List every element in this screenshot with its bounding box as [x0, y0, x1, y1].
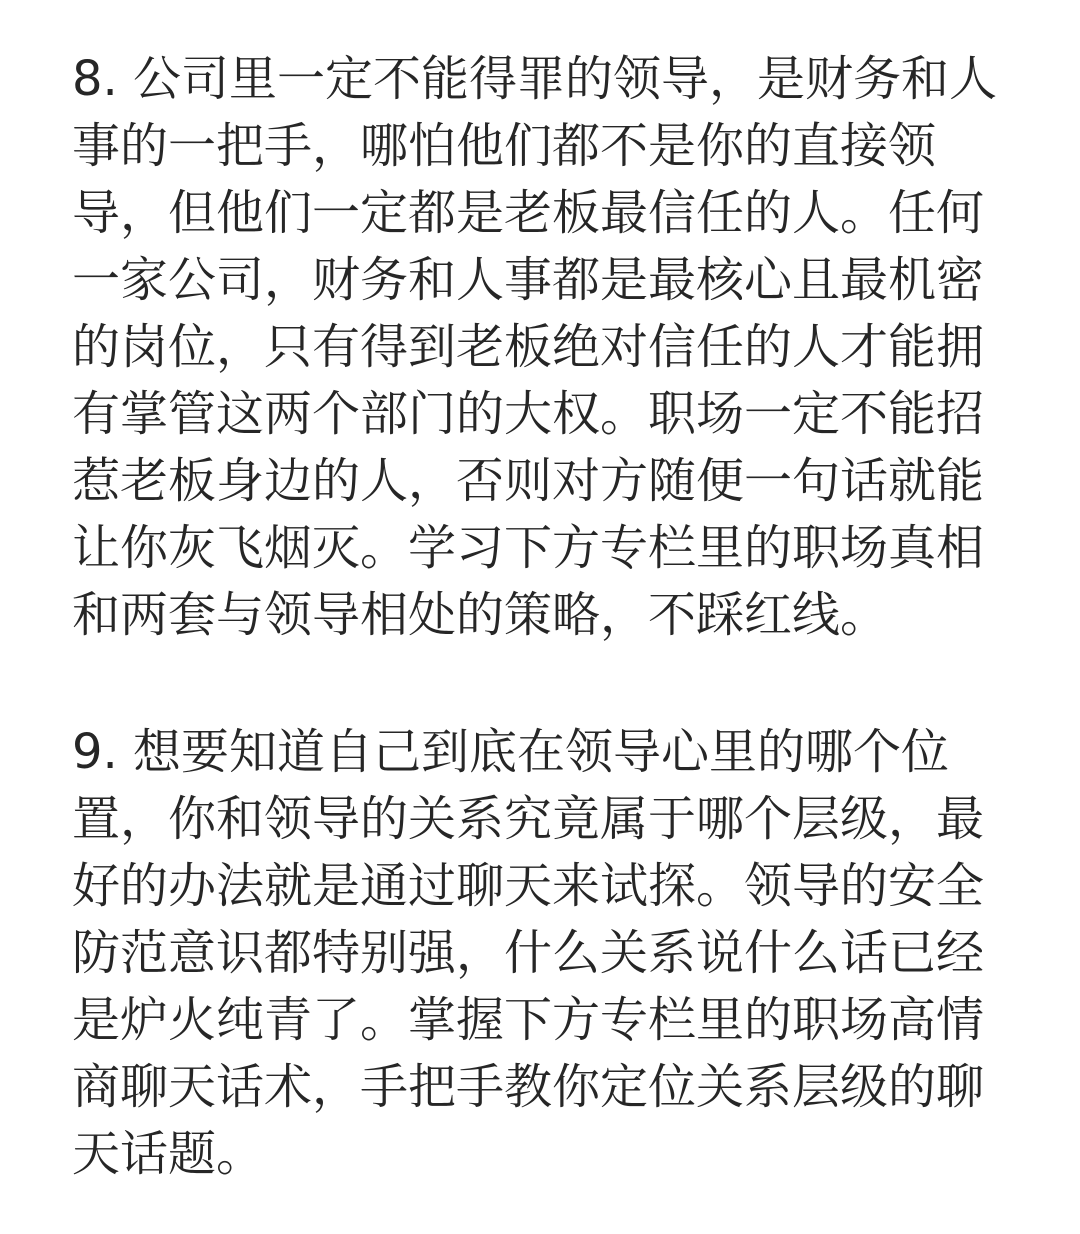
text-line: 好的办法就是通过聊天来试探。领导的安全 — [72, 858, 985, 914]
text-line: 让你灰飞烟灭。学习下方专栏里的职场真相 — [72, 520, 985, 576]
text-line: 惹老板身边的人，否则对方随便一句话就能 — [72, 453, 985, 509]
text-line: 导，但他们一定都是老板最信任的人。任何 — [72, 185, 985, 241]
paragraph-8 — [72, 46, 1008, 649]
document-body — [72, 46, 1008, 1188]
text-line: 是炉火纯青了。掌握下方专栏里的职场高情 — [72, 992, 985, 1048]
text-line: 的岗位，只有得到老板绝对信任的人才能拥 — [72, 319, 985, 375]
text-line: 有掌管这两个部门的大权。职场一定不能招 — [72, 386, 985, 442]
text-line: 8. 公司里一定不能得罪的领导，是财务和人 — [72, 51, 998, 107]
text-line: 和两套与领导相处的策略，不踩红线。 — [72, 587, 889, 643]
text-line: 置，你和领导的关系究竟属于哪个层级，最 — [72, 791, 985, 847]
text-line: 防范意识都特别强，什么关系说什么话已经 — [72, 925, 985, 981]
text-line: 一家公司，财务和人事都是最核心且最机密 — [72, 252, 985, 308]
text-line: 天话题。 — [72, 1126, 265, 1182]
text-line: 商聊天话术，手把手教你定位关系层级的聊 — [72, 1059, 985, 1115]
text-line: 事的一把手，哪怕他们都不是你的直接领 — [72, 118, 937, 174]
paragraph-9 — [72, 719, 1008, 1188]
text-line: 9. 想要知道自己到底在领导心里的哪个位 — [72, 724, 950, 780]
